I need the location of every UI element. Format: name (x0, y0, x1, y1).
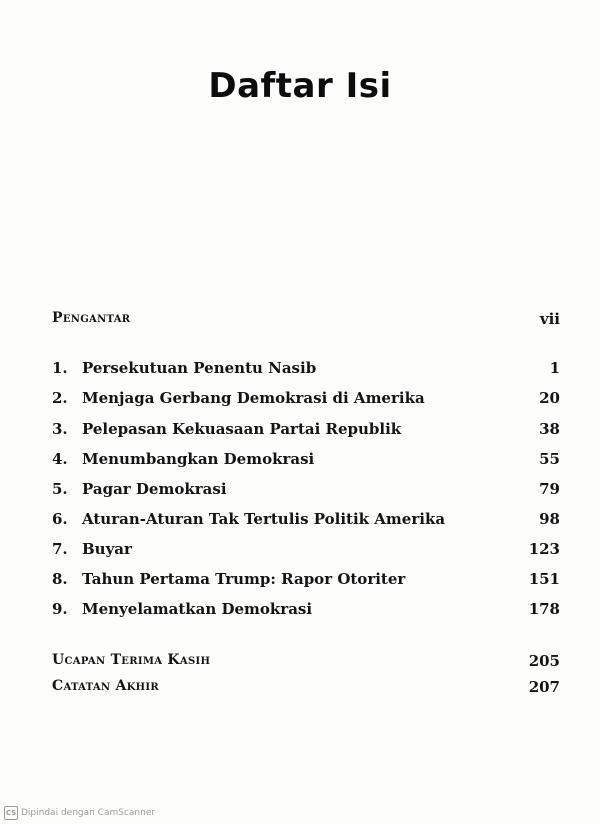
toc-entry-chapter-3 (52, 420, 560, 442)
toc-entry-page: 98 (539, 510, 560, 528)
toc-entry-number: 5. (52, 480, 68, 498)
toc-entry-number: 7. (52, 540, 68, 558)
toc-entry-number: 4. (52, 450, 68, 468)
toc-entry-chapter-7 (52, 540, 560, 562)
toc-entry-number: 1. (52, 359, 68, 377)
toc-entry-page: 38 (539, 420, 560, 438)
camscanner-logo-icon: CS (4, 806, 18, 820)
toc-entry-number: 8. (52, 570, 68, 588)
scanner-watermark (4, 806, 155, 820)
toc-entry-label: Pengantar (52, 310, 131, 326)
toc-entry-page: 1 (549, 359, 560, 377)
toc-entry-label: Buyar (82, 540, 132, 558)
toc-entry-page: 205 (528, 652, 560, 670)
toc-entry-label: Tahun Pertama Trump: Rapor Otoriter (82, 570, 406, 588)
toc-entry-label: Aturan-Aturan Tak Tertulis Politik Amerika (82, 510, 446, 528)
toc-entry-catatan-akhir (52, 678, 560, 700)
toc-entry-label: Menjaga Gerbang Demokrasi di Amerika (82, 389, 425, 407)
toc-entry-chapter-4 (52, 450, 560, 472)
toc-entry-label: Pagar Demokrasi (82, 480, 227, 498)
toc-entry-label: Menyelamatkan Demokrasi (82, 600, 313, 618)
scanner-watermark-text: Dipindai dengan CamScanner (21, 808, 156, 818)
toc-entry-chapter-6 (52, 510, 560, 532)
toc-entry-chapter-5 (52, 480, 560, 502)
toc-entry-page: 123 (528, 540, 560, 558)
toc-entry-page: 178 (528, 600, 560, 618)
toc-entry-chapter-1 (52, 359, 560, 381)
toc-entry-page: 207 (528, 678, 560, 696)
toc-entry-label: Menumbangkan Demokrasi (82, 450, 315, 468)
toc-entry-label: Pelepasan Kekuasaan Partai Republik (82, 420, 402, 438)
toc-entry-page: 151 (528, 570, 560, 588)
toc-entry-number: 6. (52, 510, 68, 528)
toc-entry-pengantar (52, 310, 560, 332)
toc-entry-page: 79 (539, 480, 560, 498)
page-title: Daftar Isi (208, 66, 392, 106)
toc-entry-chapter-9 (52, 600, 560, 622)
toc-entry-number: 2. (52, 389, 68, 407)
toc-entry-label: Ucapan Terima Kasih (52, 652, 211, 668)
toc-entry-ucapan-terima-kasih (52, 652, 560, 674)
toc-entry-label: Catatan Akhir (52, 678, 160, 694)
toc-entry-chapter-8 (52, 570, 560, 592)
toc-entry-number: 9. (52, 600, 68, 618)
toc-entry-number: 3. (52, 420, 68, 438)
toc-entry-page: 55 (539, 450, 560, 468)
toc-entry-page: vii (539, 310, 560, 328)
toc-entry-chapter-2 (52, 389, 560, 411)
toc-entry-page: 20 (539, 389, 560, 407)
toc-entry-label: Persekutuan Penentu Nasib (82, 359, 317, 377)
